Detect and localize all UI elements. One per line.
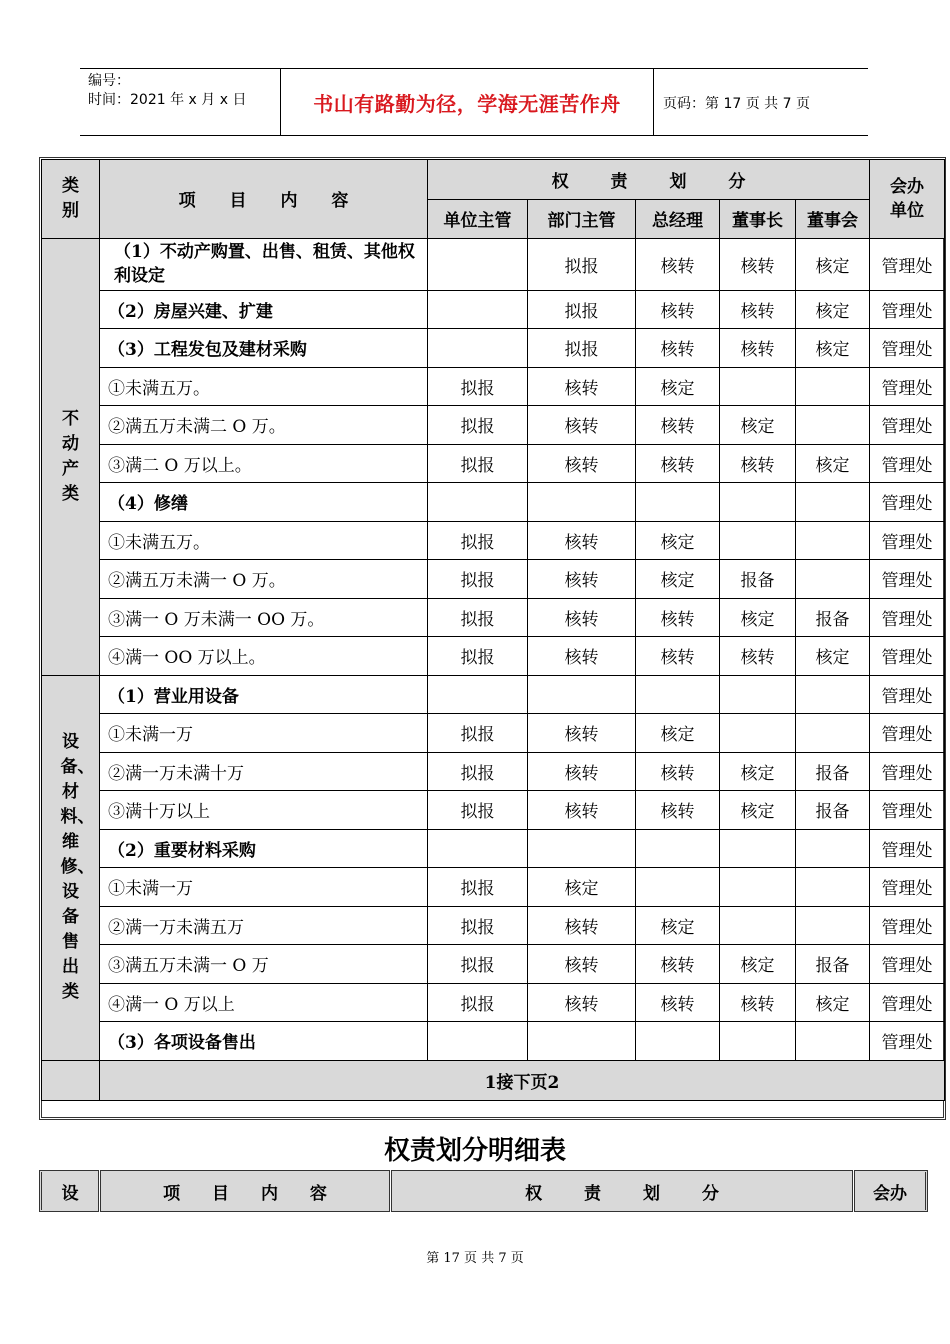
table-row	[42, 560, 945, 599]
responsibility-table	[41, 159, 945, 1101]
role-value-cell: 核定	[636, 906, 720, 945]
role-value-cell: 拟报	[428, 444, 528, 483]
role-value-cell: 核转	[528, 752, 636, 791]
role-value-cell: 核定	[720, 945, 796, 984]
role-value-cell: 拟报	[428, 945, 528, 984]
section-title: 权责划分明细表	[383, 1136, 566, 1166]
role-value-cell	[796, 906, 870, 945]
role-value-cell	[796, 1022, 870, 1061]
table-row	[42, 406, 945, 445]
role-value-cell: 核转	[636, 329, 720, 368]
doc-number-label: 编号：	[88, 73, 130, 89]
role-value-cell: 报备	[796, 598, 870, 637]
second-header-category: 设	[42, 1172, 98, 1210]
role-value-cell: 拟报	[428, 906, 528, 945]
header-joint-unit: 会办单位	[870, 160, 945, 239]
item-cell: （3）工程发包及建材采购	[100, 329, 428, 368]
item-cell: （2）重要材料采购	[100, 829, 428, 868]
item-cell: ①未满五万。	[100, 521, 428, 560]
header-responsibility: 权 责 划 分	[428, 160, 870, 200]
role-value-cell: 核转	[636, 238, 720, 290]
joint-unit-cell: 管理处	[870, 238, 945, 290]
role-value-cell: 核转	[720, 637, 796, 676]
role-value-cell: 拟报	[428, 752, 528, 791]
role-value-cell: 核转	[528, 521, 636, 560]
joint-unit-cell: 管理处	[870, 906, 945, 945]
table-row	[42, 791, 945, 830]
role-value-cell: 核定	[720, 752, 796, 791]
role-value-cell: 核转	[528, 367, 636, 406]
item-cell: ①未满五万。	[100, 367, 428, 406]
role-value-cell: 核转	[636, 444, 720, 483]
role-value-cell: 核定	[528, 868, 636, 907]
role-value-cell: 核转	[528, 598, 636, 637]
joint-unit-cell: 管理处	[870, 444, 945, 483]
role-value-cell: 报备	[720, 560, 796, 599]
item-cell: ③满二 O 万以上。	[100, 444, 428, 483]
joint-unit-cell: 管理处	[870, 791, 945, 830]
role-value-cell: 报备	[796, 791, 870, 830]
joint-unit-cell: 管理处	[870, 521, 945, 560]
joint-unit-cell: 管理处	[870, 714, 945, 753]
table-row	[42, 598, 945, 637]
role-value-cell: 核定	[796, 290, 870, 329]
role-dept-head: 部门主管	[528, 200, 636, 239]
table-row	[42, 906, 945, 945]
table-row	[42, 329, 945, 368]
role-value-cell	[428, 290, 528, 329]
role-value-cell: 核转	[528, 945, 636, 984]
item-cell: （1）不动产购置、出售、租赁、其他权利设定	[100, 238, 428, 290]
item-cell: ②满五万未满一 O 万。	[100, 560, 428, 599]
role-value-cell: 拟报	[528, 238, 636, 290]
role-value-cell	[796, 560, 870, 599]
table-row	[42, 290, 945, 329]
role-value-cell: 核转	[720, 290, 796, 329]
table-row	[42, 637, 945, 676]
role-value-cell: 核转	[720, 983, 796, 1022]
role-value-cell: 拟报	[428, 791, 528, 830]
doc-time-label: 时间：2021 年 x 月 x 日	[88, 92, 247, 108]
joint-unit-cell: 管理处	[870, 290, 945, 329]
second-header-item: 项 目 内 容	[101, 1172, 389, 1210]
item-cell: ③满一 O 万未满一 OO 万。	[100, 598, 428, 637]
role-value-cell: 核转	[528, 444, 636, 483]
role-value-cell: 拟报	[428, 367, 528, 406]
header-divider	[280, 68, 281, 136]
role-value-cell: 核转	[636, 637, 720, 676]
role-value-cell	[428, 238, 528, 290]
role-value-cell: 核定	[636, 521, 720, 560]
role-value-cell: 核转	[528, 906, 636, 945]
role-value-cell: 拟报	[428, 406, 528, 445]
table-row	[42, 945, 945, 984]
role-value-cell: 核定	[636, 560, 720, 599]
role-value-cell: 核定	[720, 406, 796, 445]
role-value-cell	[428, 829, 528, 868]
role-value-cell: 核转	[528, 714, 636, 753]
item-cell: ②满一万未满十万	[100, 752, 428, 791]
item-cell: ②满五万未满二 O 万。	[100, 406, 428, 445]
role-value-cell	[720, 714, 796, 753]
table-header-row	[42, 160, 945, 200]
table-row	[42, 983, 945, 1022]
role-value-cell	[796, 829, 870, 868]
header-motto: 书山有路勤为径，学海无涯苦作舟	[313, 91, 621, 116]
joint-unit-cell: 管理处	[870, 637, 945, 676]
role-value-cell: 核转	[528, 791, 636, 830]
role-value-cell	[796, 675, 870, 714]
table-row	[42, 238, 945, 290]
role-value-cell: 核定	[796, 637, 870, 676]
second-header-responsibility: 权 责 划 分	[392, 1172, 852, 1210]
role-value-cell: 核定	[796, 444, 870, 483]
joint-unit-cell: 管理处	[870, 945, 945, 984]
role-value-cell	[796, 714, 870, 753]
joint-unit-cell: 管理处	[870, 675, 945, 714]
role-value-cell	[636, 868, 720, 907]
role-value-cell	[796, 483, 870, 522]
role-value-cell: 报备	[796, 752, 870, 791]
joint-unit-cell: 管理处	[870, 560, 945, 599]
table-row	[42, 714, 945, 753]
role-value-cell: 核定	[796, 238, 870, 290]
role-value-cell	[636, 1022, 720, 1061]
joint-unit-cell: 管理处	[870, 868, 945, 907]
role-value-cell	[720, 521, 796, 560]
item-cell: （1）营业用设备	[100, 675, 428, 714]
role-value-cell	[720, 367, 796, 406]
role-value-cell: 核定	[796, 329, 870, 368]
role-value-cell	[796, 406, 870, 445]
item-cell: ①未满一万	[100, 714, 428, 753]
role-value-cell	[720, 868, 796, 907]
role-value-cell	[796, 868, 870, 907]
role-value-cell: 核转	[528, 560, 636, 599]
table-footer-row	[42, 1060, 945, 1100]
role-value-cell	[636, 675, 720, 714]
table-row	[42, 483, 945, 522]
role-value-cell: 拟报	[528, 290, 636, 329]
role-value-cell: 拟报	[428, 714, 528, 753]
joint-unit-cell: 管理处	[870, 752, 945, 791]
role-value-cell	[796, 367, 870, 406]
role-value-cell: 核转	[720, 329, 796, 368]
role-chairman: 董事长	[720, 200, 796, 239]
table-row	[42, 752, 945, 791]
second-header-joint: 会办	[855, 1172, 925, 1210]
role-value-cell: 核定	[720, 791, 796, 830]
joint-unit-cell: 管理处	[870, 598, 945, 637]
role-value-cell	[428, 675, 528, 714]
category-cell: 设备、材料、维修、设备售出类	[42, 675, 100, 1060]
role-value-cell	[428, 483, 528, 522]
role-value-cell: 拟报	[528, 329, 636, 368]
role-value-cell: 核定	[796, 983, 870, 1022]
table-row	[42, 444, 945, 483]
header-divider	[653, 68, 654, 136]
role-value-cell: 拟报	[428, 560, 528, 599]
item-cell: （3）各项设备售出	[100, 1022, 428, 1061]
joint-unit-cell: 管理处	[870, 367, 945, 406]
role-value-cell: 核转	[528, 637, 636, 676]
item-cell: ④满一 O 万以上	[100, 983, 428, 1022]
role-value-cell: 核转	[720, 238, 796, 290]
role-value-cell	[720, 675, 796, 714]
table-row	[42, 367, 945, 406]
role-general-manager: 总经理	[636, 200, 720, 239]
joint-unit-cell: 管理处	[870, 983, 945, 1022]
role-value-cell: 核定	[720, 598, 796, 637]
header-item: 项 目 内 容	[100, 160, 428, 239]
role-value-cell	[428, 329, 528, 368]
role-value-cell	[720, 829, 796, 868]
role-value-cell: 核定	[636, 714, 720, 753]
item-cell: ②满一万未满五万	[100, 906, 428, 945]
joint-unit-cell: 管理处	[870, 329, 945, 368]
header-meta	[88, 72, 246, 110]
role-value-cell	[636, 829, 720, 868]
item-cell: ③满十万以上	[100, 791, 428, 830]
item-cell: ④满一 OO 万以上。	[100, 637, 428, 676]
joint-unit-cell: 管理处	[870, 483, 945, 522]
role-value-cell: 拟报	[428, 983, 528, 1022]
item-cell: （2）房屋兴建、扩建	[100, 290, 428, 329]
item-cell: ③满五万未满一 O 万	[100, 945, 428, 984]
role-value-cell: 核转	[636, 290, 720, 329]
item-cell: （4）修缮	[100, 483, 428, 522]
role-value-cell: 核转	[636, 752, 720, 791]
role-value-cell	[528, 829, 636, 868]
role-value-cell	[528, 675, 636, 714]
role-value-cell: 核转	[636, 945, 720, 984]
role-value-cell	[428, 1022, 528, 1061]
role-board: 董事会	[796, 200, 870, 239]
role-value-cell	[720, 483, 796, 522]
item-cell: ①未满一万	[100, 868, 428, 907]
role-value-cell	[720, 1022, 796, 1061]
role-value-cell: 报备	[796, 945, 870, 984]
header-page-number: 页码：第 17 页 共 7 页	[663, 96, 810, 112]
category-cell: 不动产类	[42, 238, 100, 675]
table-row	[42, 675, 945, 714]
role-value-cell	[636, 483, 720, 522]
role-value-cell: 核转	[636, 983, 720, 1022]
role-value-cell: 拟报	[428, 868, 528, 907]
table-row	[42, 829, 945, 868]
role-value-cell: 核转	[528, 983, 636, 1022]
role-value-cell	[528, 483, 636, 522]
role-value-cell: 核转	[636, 791, 720, 830]
role-value-cell: 核定	[636, 367, 720, 406]
role-unit-head: 单位主管	[428, 200, 528, 239]
role-value-cell	[796, 521, 870, 560]
table-row	[42, 1022, 945, 1061]
role-value-cell	[720, 906, 796, 945]
header-category: 类别	[42, 160, 100, 239]
page-footer: 第 17 页 共 7 页	[426, 1251, 524, 1266]
table-row	[42, 521, 945, 560]
joint-unit-cell: 管理处	[870, 1022, 945, 1061]
joint-unit-cell: 管理处	[870, 406, 945, 445]
joint-unit-cell: 管理处	[870, 829, 945, 868]
role-value-cell: 拟报	[428, 521, 528, 560]
role-value-cell: 核转	[636, 598, 720, 637]
table-row	[42, 868, 945, 907]
role-value-cell	[528, 1022, 636, 1061]
role-value-cell: 核转	[528, 406, 636, 445]
role-value-cell: 拟报	[428, 598, 528, 637]
role-value-cell: 核转	[636, 406, 720, 445]
table-footer-note: 1接下页2	[100, 1060, 945, 1100]
role-value-cell: 核转	[720, 444, 796, 483]
footer-blank	[42, 1060, 100, 1100]
role-value-cell: 拟报	[428, 637, 528, 676]
